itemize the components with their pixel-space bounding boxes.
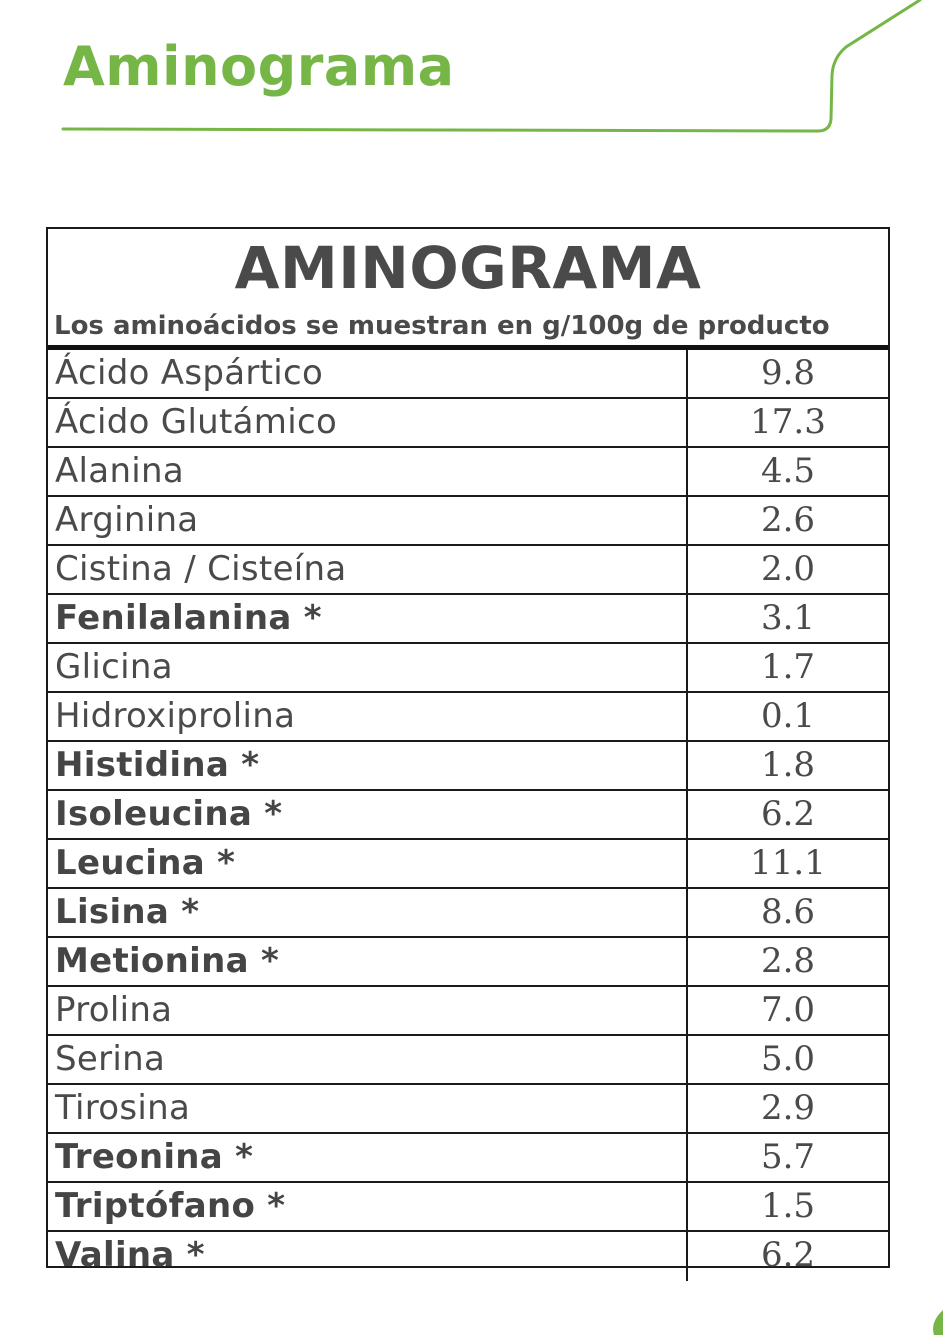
- amino-acid-value: 2.0: [760, 549, 816, 589]
- amino-acid-name: Alanina: [48, 448, 688, 495]
- table-row: [48, 497, 888, 546]
- table-row: [48, 1134, 888, 1183]
- amino-acid-value: 2.6: [760, 500, 816, 540]
- amino-acid-name: Tirosina: [48, 1085, 688, 1132]
- table-body: [48, 350, 888, 1281]
- amino-acid-value: 9.8: [760, 353, 816, 393]
- amino-acid-name: Metionina *: [48, 938, 688, 985]
- corner-decoration: [910, 1300, 943, 1335]
- amino-acid-name: Ácido Aspártico: [48, 350, 688, 397]
- amino-acid-value: 4.5: [760, 451, 816, 491]
- amino-acid-value: 3.1: [760, 598, 816, 638]
- table-row: [48, 791, 888, 840]
- amino-acid-value: 0.1: [760, 696, 816, 736]
- aminogram-table: [46, 227, 890, 1275]
- amino-acid-value: 6.2: [760, 794, 816, 834]
- page-title: Aminograma: [63, 35, 455, 98]
- amino-acid-name: Triptófano *: [48, 1183, 688, 1230]
- table-row: [48, 1183, 888, 1232]
- amino-acid-value: 5.0: [760, 1039, 816, 1079]
- amino-acid-name: Arginina: [48, 497, 688, 544]
- amino-acid-value: 1.7: [760, 647, 816, 687]
- amino-acid-name: Serina: [48, 1036, 688, 1083]
- table-row: [48, 644, 888, 693]
- amino-acid-name: Treonina *: [48, 1134, 688, 1181]
- table-row: [48, 1232, 888, 1281]
- table-row: [48, 448, 888, 497]
- amino-acid-name: Fenilalanina *: [48, 595, 688, 642]
- table-row: [48, 350, 888, 399]
- table-row: [48, 1085, 888, 1134]
- amino-acid-value: 5.7: [760, 1137, 816, 1177]
- table-header: [48, 229, 888, 350]
- amino-acid-name: Histidina *: [48, 742, 688, 789]
- table-row: [48, 399, 888, 448]
- amino-acid-value: 2.9: [760, 1088, 816, 1128]
- amino-acid-name: Prolina: [48, 987, 688, 1034]
- amino-acid-name: Leucina *: [48, 840, 688, 887]
- amino-acid-name: Lisina *: [48, 889, 688, 936]
- amino-acid-name: Valina *: [48, 1232, 688, 1281]
- amino-acid-value: 17.3: [750, 402, 826, 442]
- amino-acid-value: 1.5: [760, 1186, 816, 1226]
- table-row: [48, 693, 888, 742]
- amino-acid-value: 6.2: [760, 1235, 816, 1275]
- table-row: [48, 546, 888, 595]
- amino-acid-value: 2.8: [760, 941, 816, 981]
- table-row: [48, 742, 888, 791]
- amino-acid-name: Isoleucina *: [48, 791, 688, 838]
- amino-acid-value: 1.8: [760, 745, 816, 785]
- amino-acid-name: Cistina / Cisteína: [48, 546, 688, 593]
- table-row: [48, 595, 888, 644]
- table-row: [48, 889, 888, 938]
- table-title: AMINOGRAMA: [234, 234, 702, 302]
- amino-acid-name: Ácido Glutámico: [48, 399, 688, 446]
- table-row: [48, 938, 888, 987]
- table-row: [48, 840, 888, 889]
- table-row: [48, 1036, 888, 1085]
- amino-acid-value: 8.6: [760, 892, 816, 932]
- amino-acid-value: 11.1: [750, 843, 826, 883]
- table-row: [48, 987, 888, 1036]
- amino-acid-value: 7.0: [760, 990, 816, 1030]
- table-subtitle: Los aminoácidos se muestran en g/100g de producto: [54, 311, 830, 341]
- amino-acid-name: Hidroxiprolina: [48, 693, 688, 740]
- amino-acid-name: Glicina: [48, 644, 688, 691]
